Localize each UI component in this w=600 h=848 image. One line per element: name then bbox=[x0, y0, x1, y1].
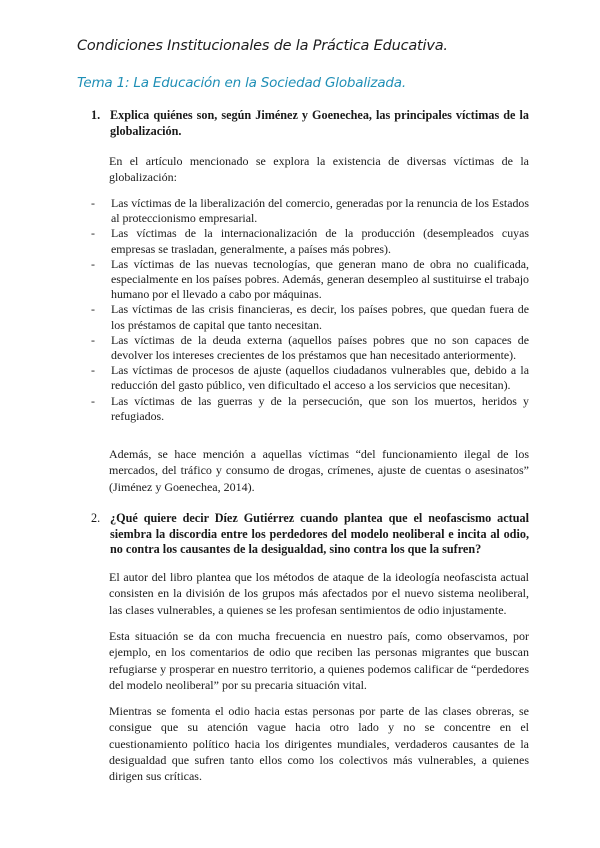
answer-1-intro-text: En el artículo mencionado se explora la existencia de diversas víctimas de la globalización: bbox=[109, 154, 529, 185]
question-2-text: ¿Qué quiere decir Díez Gutiérrez cuando plantea que el neofascismo actual siembra la discordia entre los perdedores del modelo neoliberal e incita al odio, no contra los causantes de la desigualdad, sino contra los que la sufren? bbox=[110, 511, 529, 556]
answer-1-closing bbox=[91, 446, 529, 495]
list-item: - Las víctimas de la internacionalización de la producción (desempleados cuyas empresas se trasladan, generalmente, a países más pobres). bbox=[91, 226, 529, 256]
list-item: - Las víctimas de procesos de ajuste (aquellos ciudadanos vulnerables que, debido a la reducción del gasto público, ven dificultado el acceso a los servicios que necesitan). bbox=[91, 363, 529, 393]
answer-2-paragraph-text: El autor del libro plantea que los métodos de ataque de la ideología neofascista actual consisten en la división de los grupos más afectados por el nuevo sistema neoliberal, las clases vulnerables, a quienes se les profesan sentimientos de odio injustamente. bbox=[109, 570, 529, 617]
question-1-number: 1. bbox=[91, 108, 101, 122]
list-item: - Las víctimas de la deuda externa (aquellos países pobres que no son capaces de devolver los intereses crecientes de los préstamos que han necesitado anteriormente). bbox=[91, 333, 529, 363]
question-1 bbox=[91, 108, 529, 139]
list-item: - Las víctimas de las nuevas tecnologías, que generan mano de obra no cualificada, especialmente en los países pobres. Además, generan desempleo al sustituirse el trabajo humano por el llevado a cabo por máquinas. bbox=[91, 257, 529, 303]
answer-1-closing-text: Además, se hace mención a aquellas víctimas “del funcionamiento ilegal de los mercados, del tráfico y consumo de drogas, crímenes, ajuste de cuentas o asesinatos” (Jiménez y Goenechea, 2014). bbox=[109, 447, 529, 494]
list-item: - Las víctimas de las guerras y de la persecución, que son los muertos, heridos y refugiados. bbox=[91, 394, 529, 424]
answer-2-paragraph-text: Esta situación se da con mucha frecuencia en nuestro país, como observamos, por ejemplo, en los comentarios de odio que reciben las personas migrantes que buscan refugiarse y prosperar en nuestro territorio, a quienes podemos calificar de “perdedores del modelo neoliberal” por su precaria situación vital. bbox=[109, 629, 529, 692]
answer-2-paragraph bbox=[91, 569, 529, 618]
topic-subtitle: Tema 1: La Educación en la Sociedad Globalizada. bbox=[77, 75, 406, 91]
answer-2-paragraph-text: Mientras se fomenta el odio hacia estas personas por parte de las clases obreras, se consigue que su atención vague hacia otro lado y no se concentre en el cuestionamiento político hacia los dirigentes mundiales, verdaderos causantes de la desigualdad que sufren tanto ellos como los colectivos más vulnerables, a quienes dirigen sus críticas. bbox=[109, 704, 529, 784]
question-2-number: 2. bbox=[91, 511, 101, 525]
answer-1-intro bbox=[91, 153, 529, 186]
answer-2-paragraph bbox=[91, 703, 529, 784]
question-2 bbox=[91, 511, 529, 558]
question-1-text: Explica quiénes son, según Jiménez y Goenechea, las principales víctimas de la globalización. bbox=[110, 108, 529, 138]
answer-2-paragraph bbox=[91, 628, 529, 693]
list-item: - Las víctimas de las crisis financieras, es decir, los países pobres, que quedan fuera de los préstamos de capital que tanto necesitan. bbox=[91, 302, 529, 332]
victims-list bbox=[91, 196, 529, 424]
document-title: Condiciones Institucionales de la Práctica Educativa. bbox=[77, 38, 448, 54]
list-item: - Las víctimas de la liberalización del comercio, generadas por la renuncia de los Estados al proteccionismo empresarial. bbox=[91, 196, 529, 226]
